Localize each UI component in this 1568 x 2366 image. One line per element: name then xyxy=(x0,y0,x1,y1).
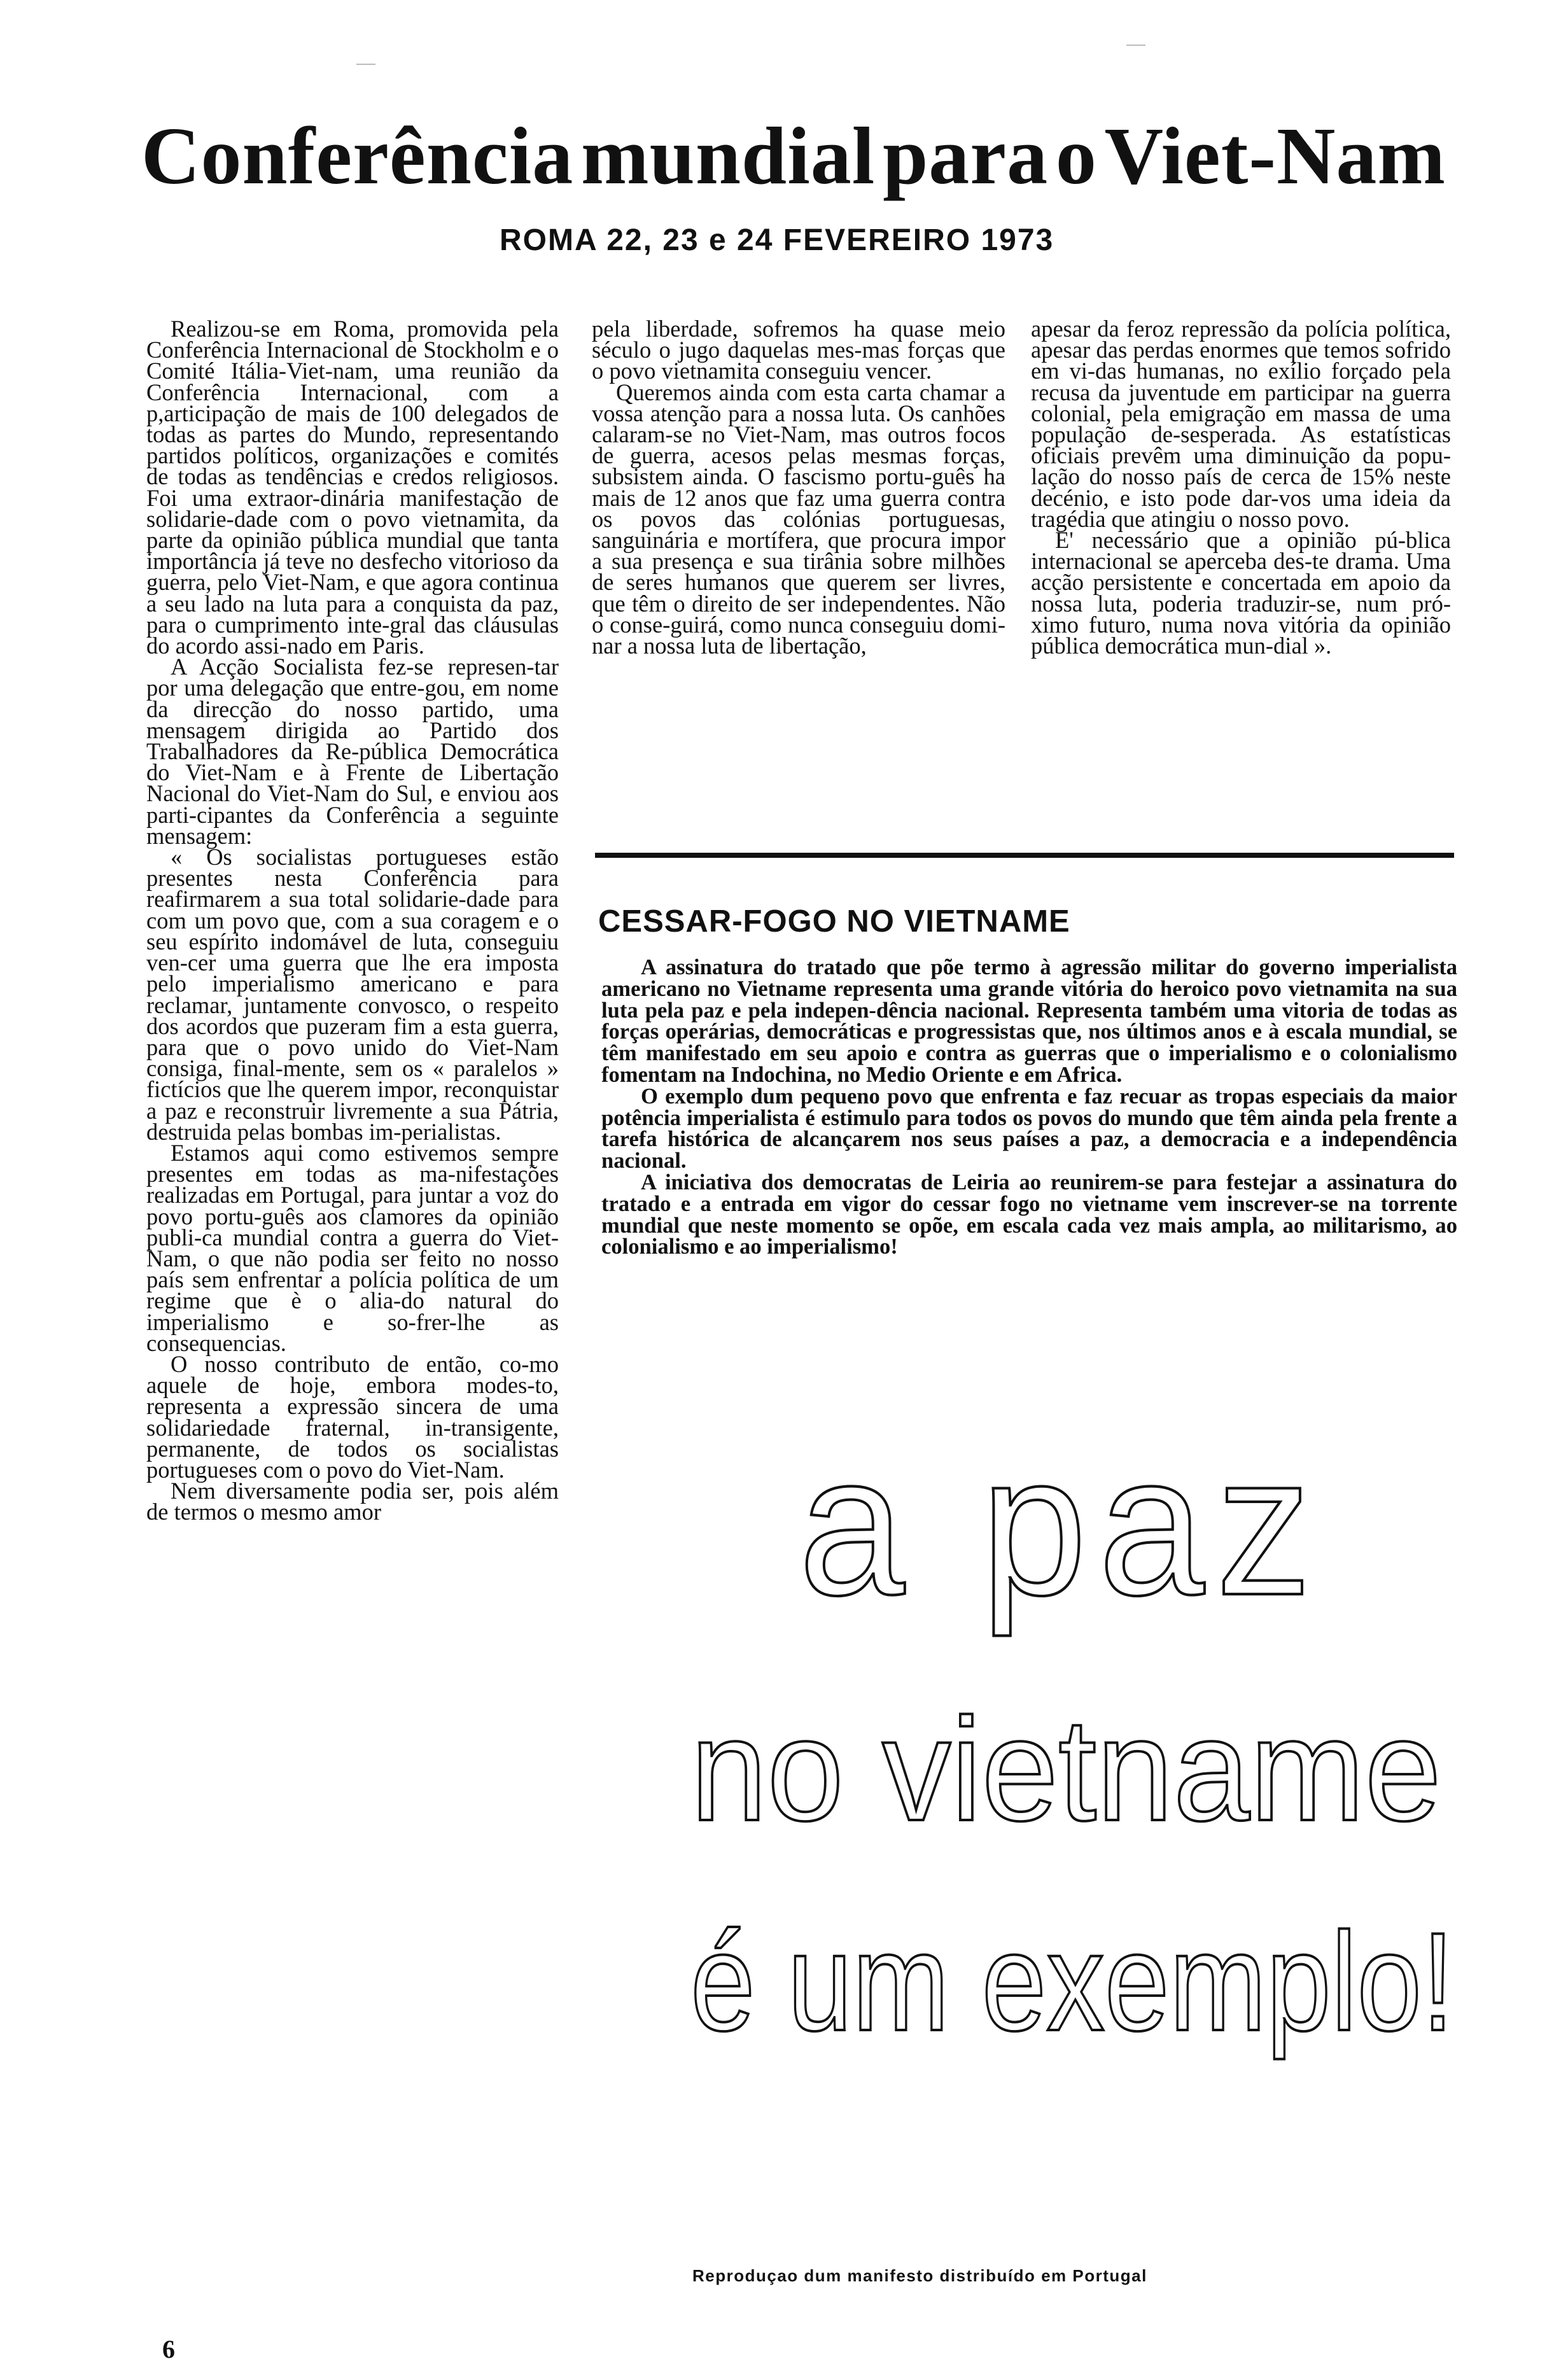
section-divider xyxy=(595,853,1454,858)
article-paragraph: pela liberdade, sofremos ha quase meio século o jugo daquelas mes-mas forças que o povo vietnamita conseguiu vencer. xyxy=(592,316,1005,384)
section-heading: CESSAR-FOGO NO VIETNAME xyxy=(598,904,1070,939)
page-number: 6 xyxy=(162,2335,175,2363)
article-paragraph: Nem diversamente podia ser, pois além de termos o mesmo amor xyxy=(146,1478,559,1525)
poster-line: no vietname xyxy=(690,1688,1441,1851)
section-paragraph: O exemplo dum pequeno povo que enfrenta e faz recuar as tropas especiais da maior potência imperialista é estimulo para todos os povos do mundo que têm ainda pela frente a tarefa histórica de alcançarem nos seus países a paz, a democracia e a independência nacional. xyxy=(601,1084,1457,1173)
article-paragraph: E' necessário que a opinião pú-blica internacional se aperceba des-te drama. Uma acção persistente e concertada em apoio da nossa luta, poderia traduzir-se, num pró-ximo futuro, numa nova vitória da opinião pública democrática mun-dial ». xyxy=(1031,527,1451,659)
subtitle-dateline: ROMA 22, 23 e 24 FEVEREIRO 1973 xyxy=(500,223,1054,257)
section-paragraph: A iniciativa dos democratas de Leiria ao reunirem-se para festejar a assinatura do tratado e a entrada em vigor do cessar fogo no vietname vem inscrever-se na torrente mundial que neste momento se opõe, em escala cada vez mais ampla, ao militarismo, ao colonialismo e ao imperialismo! xyxy=(601,1170,1457,1259)
article-column-2 xyxy=(592,318,1005,821)
article-paragraph: Realizou-se em Roma, promovida pela Conferência Internacional de Stockholm e o Comité Itália-Viet-nam, uma reunião da Conferência Internacional, com a p,articipação de mais de 100 delegados de todas as partes do Mundo, representando partidos políticos, organizações e comités de todas as tendências e credos religiosos. Foi uma extraor-dinária manifestação de solidarie-dade com o povo vietnamita, da parte da opinião pública mundial que tanta importância já teve no desfecho vitorioso da guerra, pelo Viet-Nam, e que agora continua a seu lado na luta para a conquista da paz, para o cumprimento inte-gral das cláusulas do acordo assi-nado em Paris. xyxy=(146,316,559,659)
poster-caption: Reproduçao dum manifesto distribuído em Portugal xyxy=(692,2266,1147,2285)
scan-mark xyxy=(1126,45,1145,46)
title-word: para xyxy=(883,110,1049,201)
article-paragraph: Queremos ainda com esta carta chamar a vossa atenção para a nossa luta. Os canhões calaram-se no Viet-Nam, mas outros focos de guerra, acesos pelas mesmas forças, subsistem ainda. O fascismo portu-guês ha mais de 12 anos que faz uma guerra contra os povos das colónias portuguesas, sanguinária e mortífera, que procura impor a sua presença e sua tirânia sobre milhões de seres humanos que querem ser livres, que têm o direito de ser independentes. Não o conse-guirá, como nunca conseguiu domi-nar a nossa luta de libertação, xyxy=(592,379,1005,659)
poster-line: a paz xyxy=(799,1413,1323,1637)
title-word: mundial xyxy=(581,110,876,201)
article-column-1 xyxy=(146,318,559,1903)
page-title xyxy=(141,108,1446,204)
scan-mark xyxy=(356,64,375,65)
title-word: Conferência xyxy=(141,110,574,201)
poster-slogan xyxy=(684,1394,1467,2234)
section-paragraph: A assinatura do tratado que põe termo à agressão militar do governo imperialista americano no Vietname representa uma grande vitória do heroico povo vietnamita na sua luta pela paz e pela indepen-dência nacional. Representa também uma vitoria de todas as forças operárias, democráticas e progressistas que, nos últimos anos e à escala mundial, se têm manifestado em seu apoio e contra as guerras que o imperialismo e o colonialismo fomentam na Indochina, no Medio Oriente e em Africa. xyxy=(601,955,1457,1087)
article-column-3 xyxy=(1031,318,1451,821)
section-body xyxy=(601,957,1457,1364)
article-paragraph: « Os socialistas portugueses estão presentes nesta Conferência para reafirmarem a sua total solidarie-dade para com um povo que, com a sua coragem e o seu espírito indomável de luta, conseguiu ven-cer uma guerra que lhe era imposta pelo imperialismo americano e para reclamar, juntamente convosco, o respeito dos acordos que puzeram fim a esta guerra, para que o povo unido do Viet-Nam consiga, final-mente, sem os « paralelos » fictícios que lhe querem impor, reconquistar a paz e reconstruir livremente a sua Pátria, destruida pelas bombas im-perialistas. xyxy=(146,844,559,1145)
article-paragraph: O nosso contributo de então, co-mo aquele de hoje, embora modes-to, representa a expressão sincera de uma solidariedade fraternal, in-transigente, permanente, de todos os socialistas portugueses com o povo do Viet-Nam. xyxy=(146,1350,559,1483)
article-paragraph: apesar da feroz repressão da polícia política, apesar das perdas enormes que temos sofrido em vi-das humanas, no exílio forçado pela recusa da juventude em participar na guerra colonial, pela emigração em massa de uma população de-sesperada. As estatísticas oficiais prevêm uma diminuição da popu-lação do nosso país de cerca de 15% neste decénio, e isto pode dar-vos uma ideia da tragédia que atingiu o nosso povo. xyxy=(1031,316,1451,532)
title-word: Viet-Nam xyxy=(1104,110,1446,201)
title-word: o xyxy=(1055,110,1097,201)
article-paragraph: Estamos aqui como estivemos sempre presentes em todas as ma-nifestações realizadas em Portugal, para juntar a voz do povo portu-guês aos clamores da opinião publi-ca mundial contra a guerra do Viet-Nam, o que não podia ser feito no nosso país sem enfrentar a polícia política de um regime que è o alia-do natural do imperialismo e so-frer-lhe as consequencias. xyxy=(146,1139,559,1356)
poster-line: é um exemplo! xyxy=(690,1903,1454,2060)
article-paragraph: A Acção Socialista fez-se represen-tar por uma delegação que entre-gou, em nome da direcção do nosso partido, uma mensagem dirigida ao Partido dos Trabalhadores da Re-pública Democrática do Viet-Nam e à Frente de Libertação Nacional do Viet-Nam do Sul, e enviou aos parti-cipantes da Conferência a seguinte mensagem: xyxy=(146,654,559,849)
